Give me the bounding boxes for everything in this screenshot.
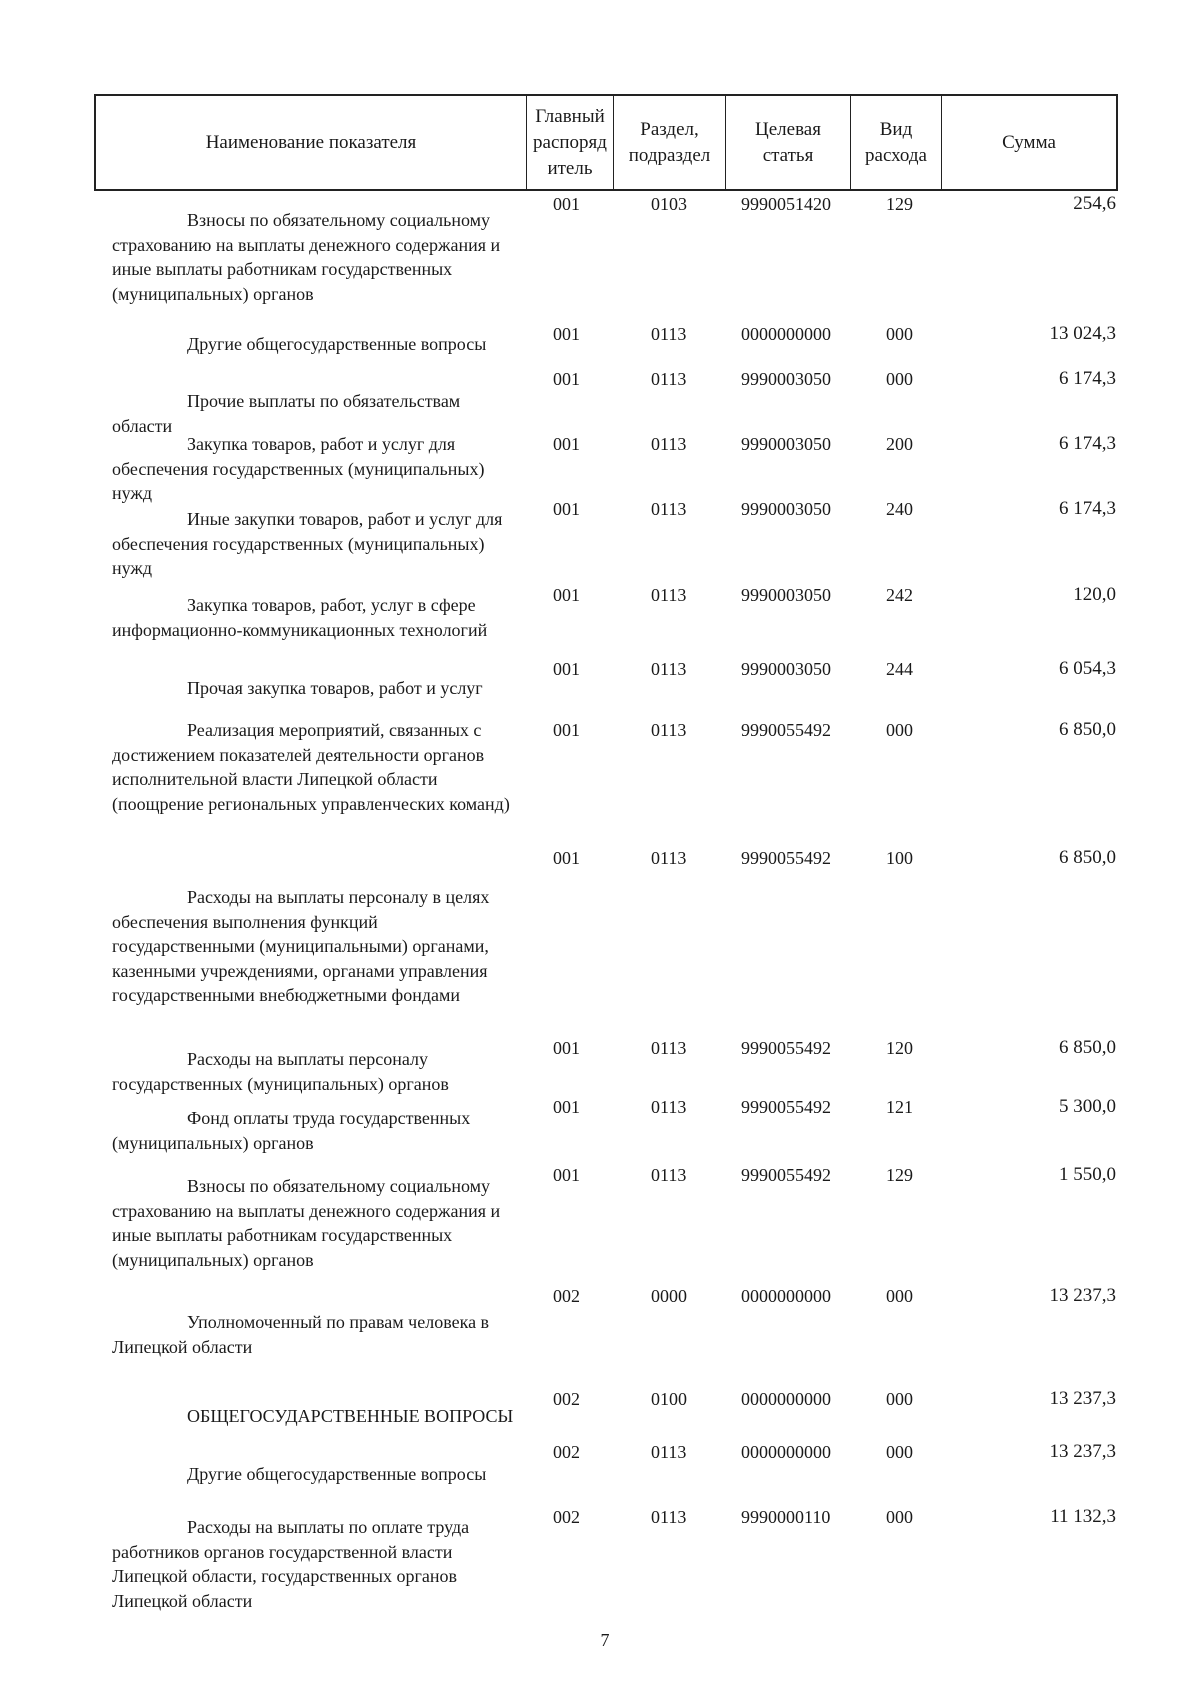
row-celevaya: 9990003050 xyxy=(741,659,831,679)
row-summa: 120,0 xyxy=(1073,584,1116,605)
row-summa: 6 850,0 xyxy=(1059,719,1116,740)
row-name: Другие общегосударственные вопросы xyxy=(187,334,487,354)
row-celevaya: 9990055492 xyxy=(741,1097,831,1117)
header-glavny-line2: распоряд xyxy=(533,131,607,153)
row-name: Иные закупки товаров, работ и услуг для обеспечения государственных (муниципальных) нужд xyxy=(112,509,503,578)
row-razdel: 0113 xyxy=(651,848,687,868)
row-glavny: 001 xyxy=(553,1038,580,1058)
row-name: Другие общегосударственные вопросы xyxy=(187,1464,487,1484)
row-vid: 121 xyxy=(886,1097,913,1117)
row-celevaya: 9990003050 xyxy=(741,585,831,605)
header-summa xyxy=(942,96,1116,189)
row-summa: 5 300,0 xyxy=(1059,1096,1116,1117)
header-glavny xyxy=(527,96,614,189)
row-vid: 200 xyxy=(886,434,913,454)
table-header xyxy=(94,94,1118,191)
row-razdel: 0113 xyxy=(651,369,687,389)
row-name: Закупка товаров, работ, услуг в сфере информационно-коммуникационных технологий xyxy=(112,595,488,640)
header-celevaya xyxy=(726,96,851,189)
row-summa: 11 132,3 xyxy=(1050,1506,1116,1527)
row-name: Уполномоченный по правам человека в Липецкой области xyxy=(112,1312,490,1357)
row-razdel: 0113 xyxy=(651,1442,687,1462)
page-number: 7 xyxy=(600,1630,610,1650)
row-razdel: 0113 xyxy=(651,324,687,344)
row-summa: 6 174,3 xyxy=(1059,433,1116,454)
row-glavny: 002 xyxy=(553,1389,580,1409)
row-celevaya: 9990055492 xyxy=(741,848,831,868)
row-celevaya: 0000000000 xyxy=(741,324,831,344)
row-razdel: 0113 xyxy=(651,499,687,519)
row-name: Реализация мероприятий, связанных с достижением показателей деятельности органов исполнительной власти Липецкой области (поощрение региональных управленческих команд) xyxy=(112,720,510,814)
row-celevaya: 9990051420 xyxy=(741,194,831,214)
row-vid: 000 xyxy=(886,324,913,344)
row-celevaya: 0000000000 xyxy=(741,1286,831,1306)
header-name xyxy=(96,96,527,189)
row-glavny: 001 xyxy=(553,848,580,868)
row-vid: 000 xyxy=(886,1389,913,1409)
row-celevaya: 0000000000 xyxy=(741,1442,831,1462)
row-razdel: 0113 xyxy=(651,434,687,454)
row-celevaya: 9990000110 xyxy=(741,1507,831,1527)
row-summa: 6 174,3 xyxy=(1059,498,1116,519)
header-vid-line1: Вид xyxy=(879,118,913,140)
row-vid: 120 xyxy=(886,1038,913,1058)
row-celevaya: 9990055492 xyxy=(741,1165,831,1185)
header-razdel-line1: Раздел, xyxy=(640,118,699,140)
row-razdel: 0113 xyxy=(651,659,687,679)
row-summa: 6 054,3 xyxy=(1059,658,1116,679)
row-name: Закупка товаров, работ и услуг для обеспечения государственных (муниципальных) нужд xyxy=(112,434,485,503)
row-celevaya: 9990003050 xyxy=(741,434,831,454)
row-name: Взносы по обязательному социальному страхованию на выплаты денежного содержания и иные выплаты работникам государственных (муниципальных) органов xyxy=(112,210,501,304)
row-celevaya: 0000000000 xyxy=(741,1389,831,1409)
header-razdel xyxy=(614,96,726,189)
row-vid: 129 xyxy=(886,1165,913,1185)
row-vid: 000 xyxy=(886,720,913,740)
row-vid: 100 xyxy=(886,848,913,868)
row-vid: 000 xyxy=(886,1442,913,1462)
row-name: ОБЩЕГОСУДАРСТВЕННЫЕ ВОПРОСЫ xyxy=(187,1406,514,1426)
row-glavny: 001 xyxy=(553,1165,580,1185)
row-glavny: 002 xyxy=(553,1442,580,1462)
header-vid-line2: расхода xyxy=(865,144,927,166)
row-razdel: 0000 xyxy=(651,1286,687,1306)
row-name: Прочая закупка товаров, работ и услуг xyxy=(187,678,483,698)
row-glavny: 001 xyxy=(553,659,580,679)
row-celevaya: 9990055492 xyxy=(741,1038,831,1058)
row-celevaya: 9990055492 xyxy=(741,720,831,740)
row-razdel: 0113 xyxy=(651,1038,687,1058)
row-name: Взносы по обязательному социальному страхованию на выплаты денежного содержания и иные выплаты работникам государственных (муниципальных) органов xyxy=(112,1176,501,1270)
row-name: Фонд оплаты труда государственных (муниципальных) органов xyxy=(112,1108,471,1153)
row-razdel: 0100 xyxy=(651,1389,687,1409)
row-glavny: 001 xyxy=(553,1097,580,1117)
row-glavny: 001 xyxy=(553,585,580,605)
row-summa: 13 237,3 xyxy=(1049,1285,1116,1306)
row-summa: 254,6 xyxy=(1073,193,1116,214)
row-summa: 1 550,0 xyxy=(1059,1164,1116,1185)
row-razdel: 0113 xyxy=(651,585,687,605)
row-vid: 129 xyxy=(886,194,913,214)
row-glavny: 001 xyxy=(553,324,580,344)
row-summa: 6 850,0 xyxy=(1059,847,1116,868)
row-summa: 13 024,3 xyxy=(1049,323,1116,344)
row-name: Расходы на выплаты по оплате труда работников органов государственной власти Липецкой области, государственных органов Липецкой области xyxy=(112,1517,470,1611)
row-vid: 000 xyxy=(886,1286,913,1306)
row-name: Прочие выплаты по обязательствам области xyxy=(112,391,461,436)
row-summa: 13 237,3 xyxy=(1049,1441,1116,1462)
header-vid xyxy=(851,96,942,189)
row-glavny: 001 xyxy=(553,720,580,740)
row-glavny: 001 xyxy=(553,499,580,519)
row-razdel: 0113 xyxy=(651,1507,687,1527)
row-name: Расходы на выплаты персоналу государственных (муниципальных) органов xyxy=(112,1049,449,1094)
row-glavny: 001 xyxy=(553,194,580,214)
row-celevaya: 9990003050 xyxy=(741,369,831,389)
row-vid: 244 xyxy=(886,659,913,679)
row-name: Расходы на выплаты персоналу в целях обеспечения выполнения функций государственными (муниципальными) органами, казенными учреждениями, органами управления государственными внебюджетными фондами xyxy=(112,887,490,1005)
row-vid: 240 xyxy=(886,499,913,519)
row-razdel: 0113 xyxy=(651,1165,687,1185)
header-celevaya-line1: Целевая xyxy=(755,118,821,140)
header-glavny-line1: Главный xyxy=(535,105,605,127)
row-razdel: 0113 xyxy=(651,1097,687,1117)
header-summa-label: Сумма xyxy=(1002,131,1056,153)
row-glavny: 002 xyxy=(553,1286,580,1306)
header-celevaya-line2: статья xyxy=(762,144,814,166)
row-summa: 6 174,3 xyxy=(1059,368,1116,389)
row-celevaya: 9990003050 xyxy=(741,499,831,519)
header-razdel-line2: подраздел xyxy=(628,144,711,166)
row-vid: 000 xyxy=(886,369,913,389)
row-glavny: 001 xyxy=(553,369,580,389)
row-summa: 13 237,3 xyxy=(1049,1388,1116,1409)
header-name-label: Наименование показателя xyxy=(205,131,417,153)
row-glavny: 002 xyxy=(553,1507,580,1527)
header-glavny-line3: итель xyxy=(547,157,593,179)
row-glavny: 001 xyxy=(553,434,580,454)
row-razdel: 0103 xyxy=(651,194,687,214)
row-vid: 242 xyxy=(886,585,913,605)
row-vid: 000 xyxy=(886,1507,913,1527)
row-razdel: 0113 xyxy=(651,720,687,740)
row-summa: 6 850,0 xyxy=(1059,1037,1116,1058)
